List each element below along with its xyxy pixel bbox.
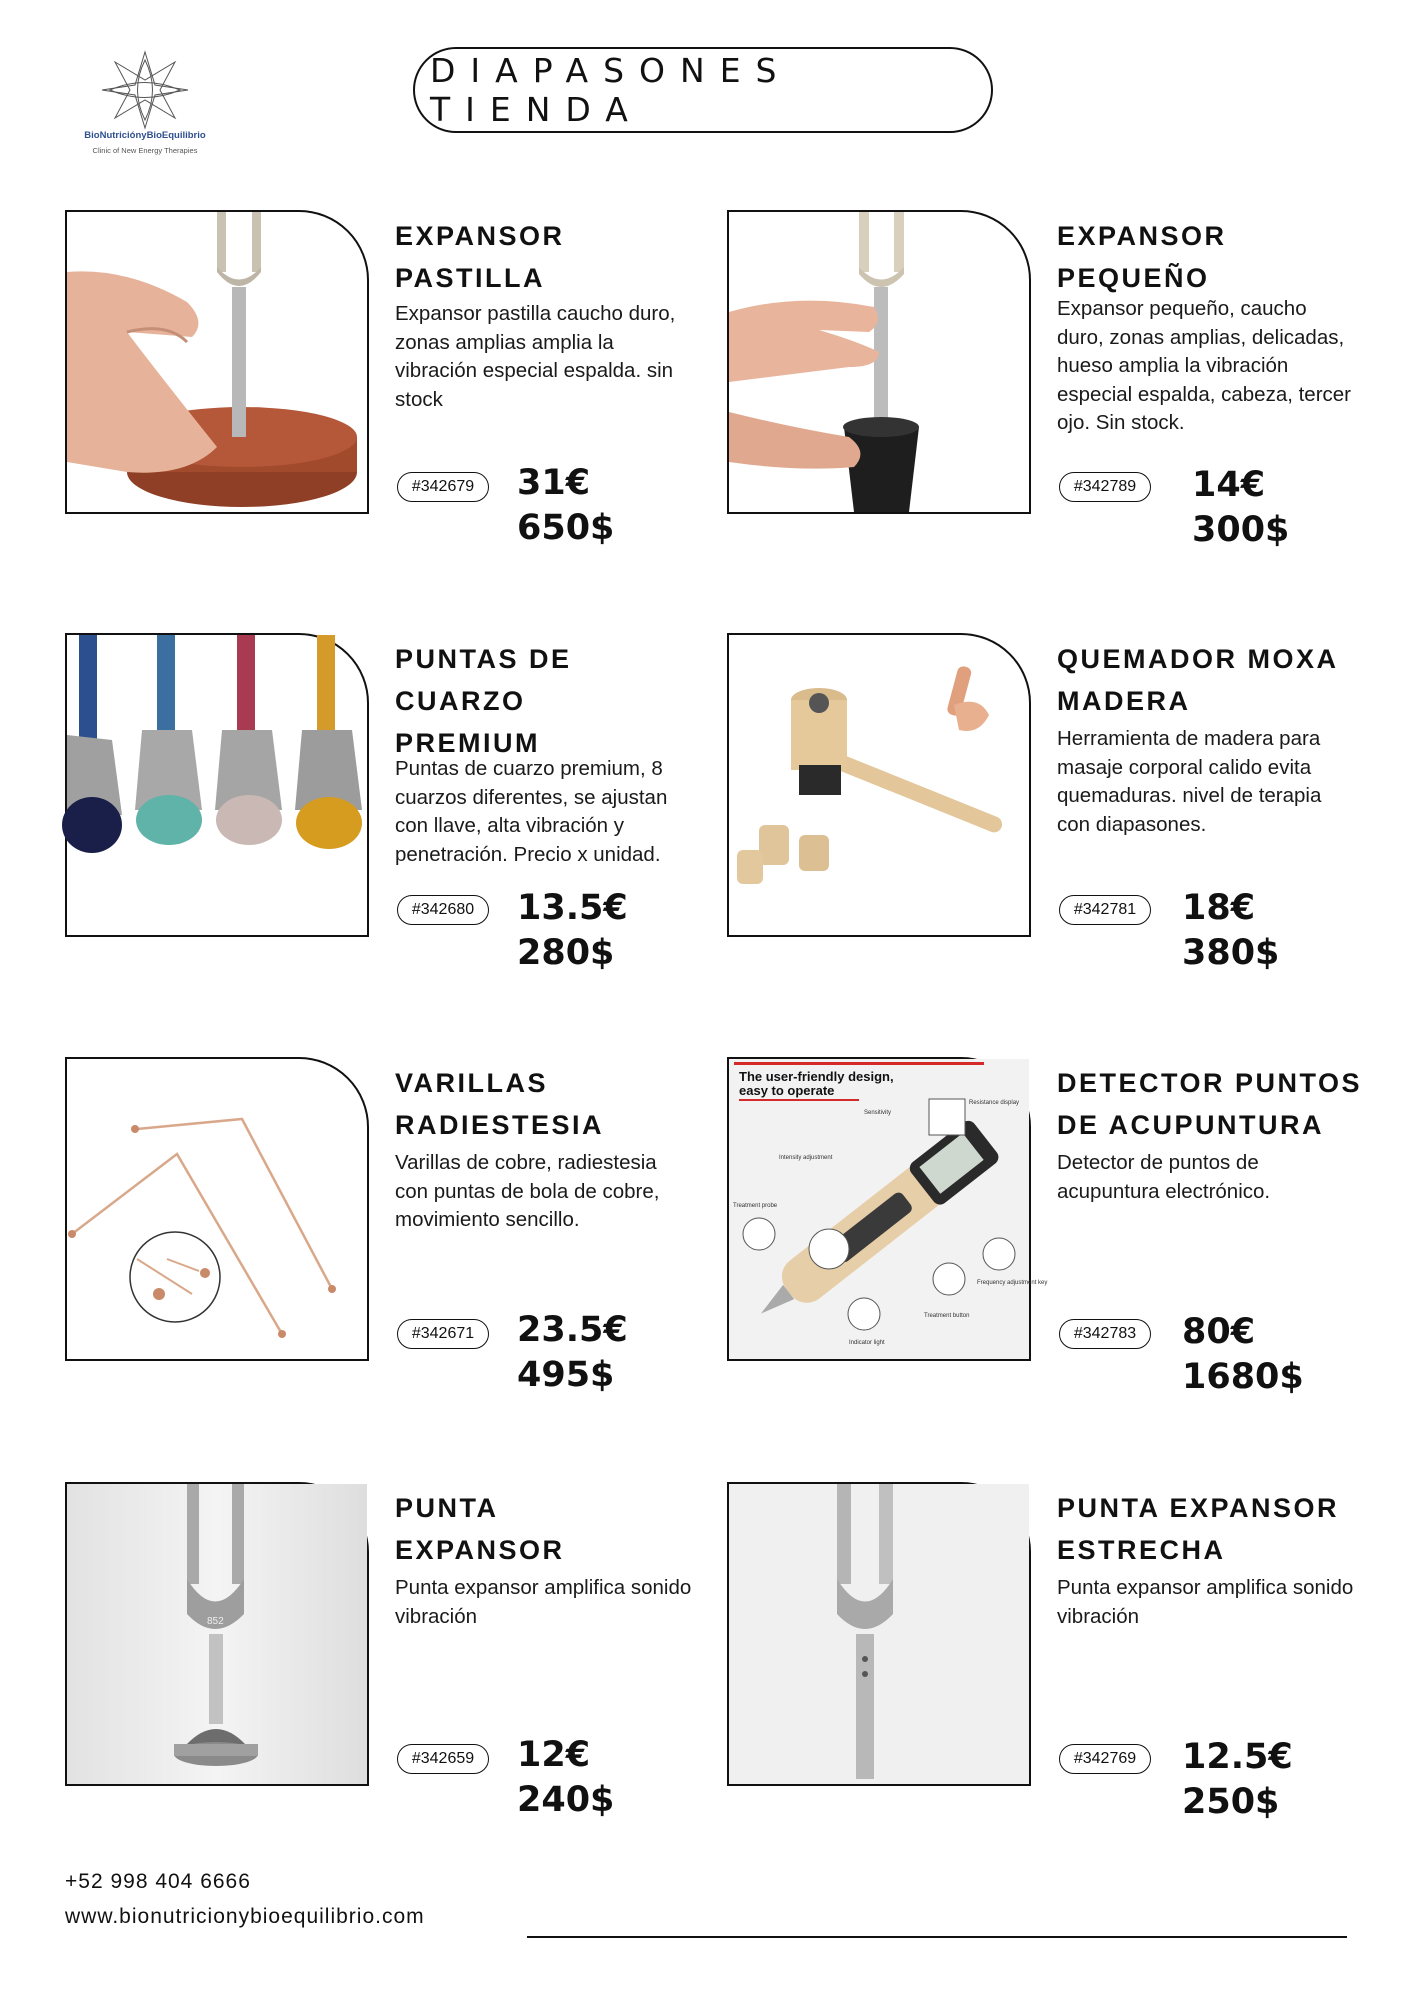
detector-label: Intensity adjustment xyxy=(779,1155,833,1161)
quartz-tips-image xyxy=(65,633,369,937)
tuning-fork-rubber-base-image xyxy=(727,210,1031,514)
product-description: Punta expansor amplifica sonido vibración xyxy=(395,1576,692,1628)
page-title: DIAPASONES TIENDA xyxy=(413,47,993,133)
product-title: DETECTOR PUNTOS DE ACUPUNTURA xyxy=(1057,1068,1363,1140)
detector-label: Indicator light xyxy=(849,1340,885,1346)
product-title: PUNTA EXPANSOR xyxy=(395,1493,565,1565)
price-usd: 240$ xyxy=(517,1780,615,1820)
product-card xyxy=(727,633,1387,973)
price-usd: 650$ xyxy=(517,508,615,548)
detector-headline-2: easy to operate xyxy=(739,1083,835,1098)
tuning-fork-narrow-tip-image xyxy=(727,1482,1031,1786)
price-eur: 14€ xyxy=(1192,465,1266,505)
sku-badge: #342789 xyxy=(1059,472,1151,502)
price-usd: 495$ xyxy=(517,1355,615,1395)
tuning-fork-wood-base-image xyxy=(65,210,369,514)
price-eur: 12.5€ xyxy=(1182,1737,1293,1777)
acupuncture-detector-image xyxy=(727,1057,1048,1361)
price-usd: 300$ xyxy=(1192,510,1290,550)
product-title: EXPANSOR PEQUEÑO xyxy=(1057,221,1227,293)
detector-label: Treatment button xyxy=(924,1313,970,1319)
price-eur: 31€ xyxy=(517,463,591,503)
product-description: Detector de puntos de acupuntura electrónico. xyxy=(1057,1151,1271,1203)
svg-text:852: 852 xyxy=(207,1616,224,1627)
product-title: PUNTAS DE CUARZO PREMIUM xyxy=(395,644,572,758)
product-card xyxy=(727,1482,1387,1822)
logo-tagline: Clinic of New Energy Therapies xyxy=(92,146,198,155)
product-description: Expansor pequeño, caucho duro, zonas amplias, delicadas, hueso amplia la vibración especial espalda, cabeza, tercer ojo. Sin stock. xyxy=(1057,297,1352,434)
product-description: Punta expansor amplifica sonido vibración xyxy=(1057,1576,1354,1628)
sku-badge: #342679 xyxy=(397,472,489,502)
detector-label: Frequency adjustment key xyxy=(977,1280,1048,1286)
logo-brand: BioNutriciónyBioEquilibrio xyxy=(84,130,206,141)
price-usd: 250$ xyxy=(1182,1782,1280,1822)
price-eur: 12€ xyxy=(517,1735,591,1775)
product-card xyxy=(65,1057,725,1395)
product-card xyxy=(727,1057,1387,1397)
product-card xyxy=(65,633,725,973)
price-usd: 280$ xyxy=(517,933,615,973)
price-usd: 380$ xyxy=(1182,933,1280,973)
product-card xyxy=(65,1482,725,1820)
moxa-burner-image xyxy=(727,633,1031,937)
sku-badge: #342769 xyxy=(1059,1744,1151,1774)
product-description: Expansor pastilla caucho duro, zonas amplias amplia la vibración especial espalda. sin stock xyxy=(395,302,676,411)
tuning-fork-expansor-tip-image xyxy=(65,1482,369,1786)
footer-divider xyxy=(527,1936,1347,1938)
product-title: PUNTA EXPANSOR ESTRECHA xyxy=(1057,1493,1340,1565)
detector-label: Sensitivity xyxy=(864,1110,892,1116)
price-eur: 13.5€ xyxy=(517,888,628,928)
sku-badge: #342659 xyxy=(397,1744,489,1774)
product-card xyxy=(65,210,725,548)
sku-badge: #342783 xyxy=(1059,1319,1151,1349)
product-description: Herramienta de madera para masaje corporal calido evita quemaduras. nivel de terapia con diapasones. xyxy=(1057,727,1322,836)
sku-badge: #342671 xyxy=(397,1319,489,1349)
star-mandala-icon xyxy=(100,50,190,130)
copper-rods-image xyxy=(65,1057,369,1361)
product-card xyxy=(727,210,1387,550)
price-usd: 1680$ xyxy=(1182,1357,1304,1397)
price-eur: 23.5€ xyxy=(517,1310,628,1350)
product-description: Varillas de cobre, radiestesia con puntas de bola de cobre, movimiento sencillo. xyxy=(395,1151,660,1231)
detector-label: Treatment probe xyxy=(733,1203,778,1209)
sku-badge: #342680 xyxy=(397,895,489,925)
product-title: EXPANSOR PASTILLA xyxy=(395,221,565,293)
sku-badge: #342781 xyxy=(1059,895,1151,925)
product-title: QUEMADOR MOXA MADERA xyxy=(1057,644,1339,716)
price-eur: 18€ xyxy=(1182,888,1256,928)
footer-website-link[interactable]: www.bionutricionybioequilibrio.com xyxy=(65,1905,425,1928)
detector-label: Resistance display xyxy=(969,1100,1020,1106)
footer-phone[interactable]: +52 998 404 6666 xyxy=(65,1870,251,1893)
product-description: Puntas de cuarzo premium, 8 cuarzos diferentes, se ajustan con llave, alta vibración y penetración. Precio x unidad. xyxy=(395,757,668,866)
price-eur: 80€ xyxy=(1182,1312,1256,1352)
product-title: VARILLAS RADIESTESIA xyxy=(395,1068,605,1140)
detector-headline-1: The user-friendly design, xyxy=(739,1069,894,1084)
logo xyxy=(80,50,210,165)
